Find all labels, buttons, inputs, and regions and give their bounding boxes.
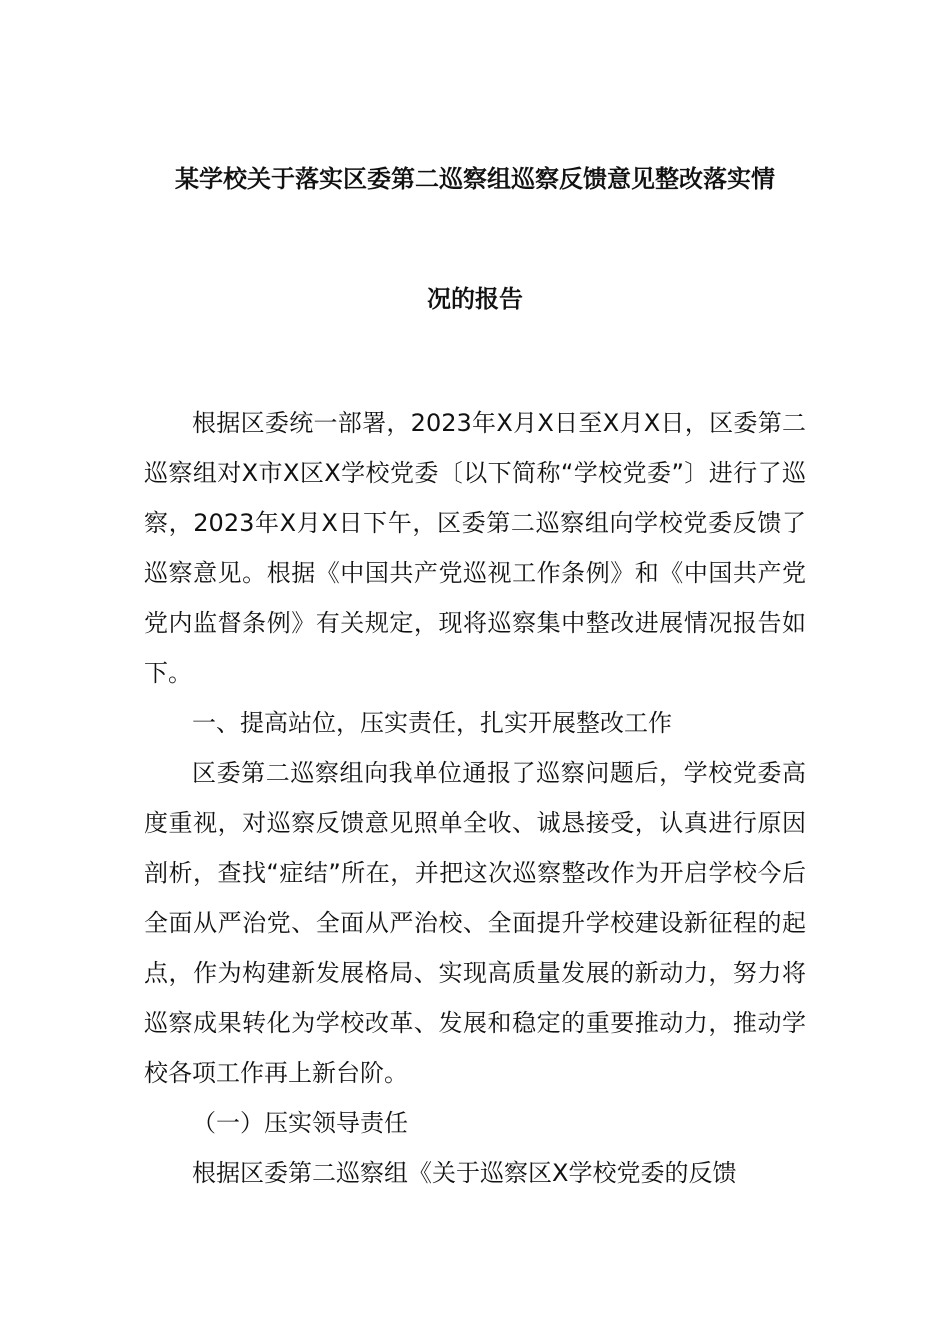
document-title-line-1: 某学校关于落实区委第二巡察组巡察反馈意见整改落实情 (175, 165, 775, 193)
paragraph-intro: 根据区委统一部署，2023年X月X日至X月X日，区委第二巡察组对X市X区X学校党委〔以下简称“学校党委”〕进行了巡察，2023年X月X日下午，区委第二巡察组向学校党委反馈了巡察意见。根据《中国共产党巡视工作条例》和《中国共产党党内监督条例》有关规定，现将巡察集中整改进展情况报告如下。 (144, 409, 806, 687)
subsection-heading-1: （一）压实领导责任 (192, 1109, 408, 1137)
paragraph-subsection-1: 根据区委第二巡察组《关于巡察区X学校党委的反馈 (192, 1159, 737, 1187)
section-heading-1: 一、提高站位，压实责任，扎实开展整改工作 (192, 709, 672, 737)
paragraph-section-1: 区委第二巡察组向我单位通报了巡察问题后，学校党委高度重视，对巡察反馈意见照单全收、诚恳接受，认真进行原因剖析，查找“症结”所在，并把这次巡察整改作为开启学校今后全面从严治党、全面从严治校、全面提升学校建设新征程的起点，作为构建新发展格局、实现高质量发展的新动力，努力将巡察成果转化为学校改革、发展和稳定的重要推动力，推动学校各项工作再上新台阶。 (144, 759, 806, 1087)
document-title-line-2: 况的报告 (427, 285, 523, 313)
document-body (144, 398, 806, 1198)
